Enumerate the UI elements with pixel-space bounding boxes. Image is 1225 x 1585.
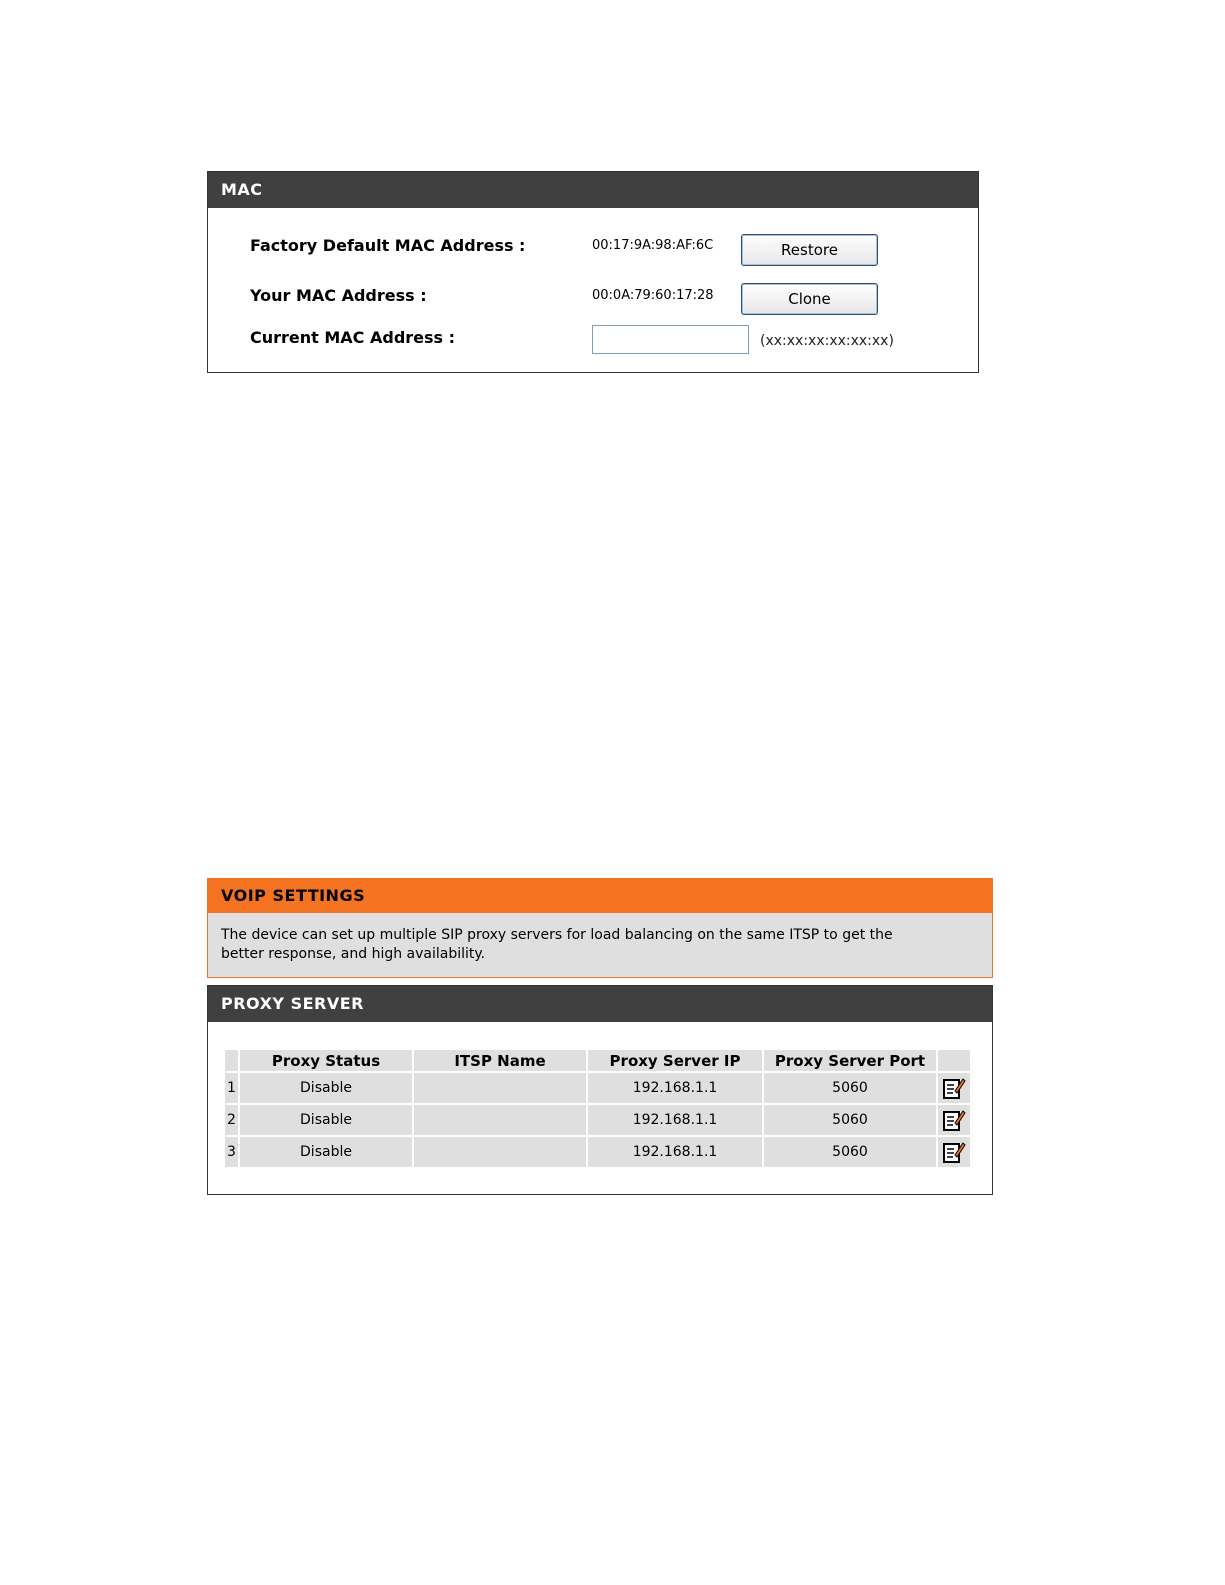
- voip-description: The device can set up multiple SIP proxy servers for load balancing on the same ITSP to get the better response, and high availability.: [221, 927, 893, 962]
- proxy-port-cell: 5060: [764, 1073, 936, 1103]
- proxy-port-cell: 5060: [764, 1105, 936, 1135]
- itsp-name-cell: [414, 1073, 586, 1103]
- table-row: [225, 1137, 970, 1167]
- proxy-ip-cell: 192.168.1.1: [588, 1137, 762, 1167]
- restore-button[interactable]: Restore: [741, 234, 878, 266]
- edit-icon[interactable]: [942, 1140, 966, 1164]
- table-row: [225, 1073, 970, 1103]
- column-header-index: [225, 1050, 238, 1071]
- current-mac-label: Current MAC Address :: [250, 328, 456, 347]
- proxy-server-table: [223, 1048, 972, 1169]
- itsp-name-cell: [414, 1105, 586, 1135]
- edit-cell: [938, 1105, 970, 1135]
- mac-panel: [207, 171, 979, 373]
- voip-settings-title: VOIP SETTINGS: [208, 879, 992, 913]
- edit-cell: [938, 1137, 970, 1167]
- column-header-proxy-server-ip: Proxy Server IP: [588, 1050, 762, 1071]
- edit-cell: [938, 1073, 970, 1103]
- itsp-name-cell: [414, 1137, 586, 1167]
- proxy-status-cell: Disable: [240, 1137, 412, 1167]
- current-mac-input[interactable]: [592, 325, 749, 354]
- proxy-ip-cell: 192.168.1.1: [588, 1105, 762, 1135]
- column-header-proxy-server-port: Proxy Server Port: [764, 1050, 936, 1071]
- clone-button[interactable]: Clone: [741, 283, 878, 315]
- edit-icon[interactable]: [942, 1076, 966, 1100]
- row-index: 3: [225, 1137, 238, 1167]
- column-header-proxy-status: Proxy Status: [240, 1050, 412, 1071]
- proxy-server-title: PROXY SERVER: [208, 986, 992, 1022]
- row-index: 1: [225, 1073, 238, 1103]
- column-header-edit: [938, 1050, 970, 1071]
- mac-format-hint: (xx:xx:xx:xx:xx:xx): [760, 333, 894, 349]
- column-header-itsp-name: ITSP Name: [414, 1050, 586, 1071]
- your-mac-value: 00:0A:79:60:17:28: [592, 288, 714, 303]
- row-index: 2: [225, 1105, 238, 1135]
- edit-icon[interactable]: [942, 1108, 966, 1132]
- proxy-ip-cell: 192.168.1.1: [588, 1073, 762, 1103]
- proxy-port-cell: 5060: [764, 1137, 936, 1167]
- table-row: [225, 1105, 970, 1135]
- mac-panel-title: MAC: [208, 172, 978, 208]
- factory-mac-label: Factory Default MAC Address :: [250, 236, 526, 255]
- proxy-server-panel: [207, 985, 993, 1195]
- table-header-row: [225, 1050, 970, 1071]
- proxy-status-cell: Disable: [240, 1073, 412, 1103]
- your-mac-label: Your MAC Address :: [250, 286, 427, 305]
- voip-settings-panel: [207, 878, 993, 978]
- factory-mac-value: 00:17:9A:98:AF:6C: [592, 238, 714, 253]
- proxy-status-cell: Disable: [240, 1105, 412, 1135]
